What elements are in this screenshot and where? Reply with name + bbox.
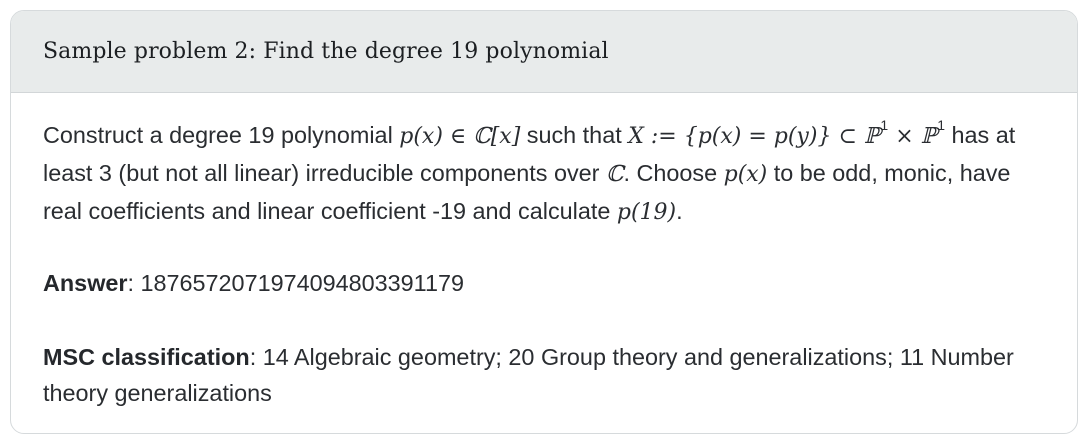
answer-value: 1876572071974094803391179 — [140, 270, 464, 296]
math-expression: p(19) — [616, 200, 677, 225]
math-expression: ℂ — [605, 162, 624, 187]
answer-label: Answer — [43, 270, 128, 296]
msc-line — [43, 339, 1045, 411]
problem-text: to be odd, monic, have real coefficients and linear coefficient -19 and calculate — [43, 160, 1011, 224]
msc-separator: : — [249, 344, 263, 370]
math-superscript: 1 — [937, 117, 945, 134]
problem-text: has at least 3 (but not all linear) irreducible components over — [43, 122, 1016, 186]
problem-title: Sample problem 2: Find the degree 19 polynomial — [43, 39, 609, 64]
card-header — [11, 11, 1077, 93]
problem-text: such that — [520, 122, 629, 148]
answer-line — [43, 265, 1045, 301]
card-body — [11, 93, 1077, 411]
problem-statement — [43, 117, 1045, 231]
problem-text: . Choose — [623, 160, 724, 186]
answer-separator: : — [127, 270, 141, 296]
problem-text: Construct a degree 19 polynomial — [43, 122, 400, 148]
math-expression: × ℙ — [888, 124, 938, 149]
problem-text: . — [676, 198, 683, 224]
math-superscript: 1 — [880, 117, 889, 134]
problem-card — [10, 10, 1078, 434]
math-expression: p(x) — [723, 162, 768, 187]
math-expression: X := {p(x) = p(y)} ⊂ ℙ — [628, 124, 881, 149]
msc-value: 14 Algebraic geometry; 20 Group theory and generalizations; 11 Number theory generalizations — [43, 344, 1014, 406]
math-expression: p(x) ∈ ℂ[x] — [399, 124, 521, 149]
msc-label: MSC classification — [43, 344, 250, 370]
